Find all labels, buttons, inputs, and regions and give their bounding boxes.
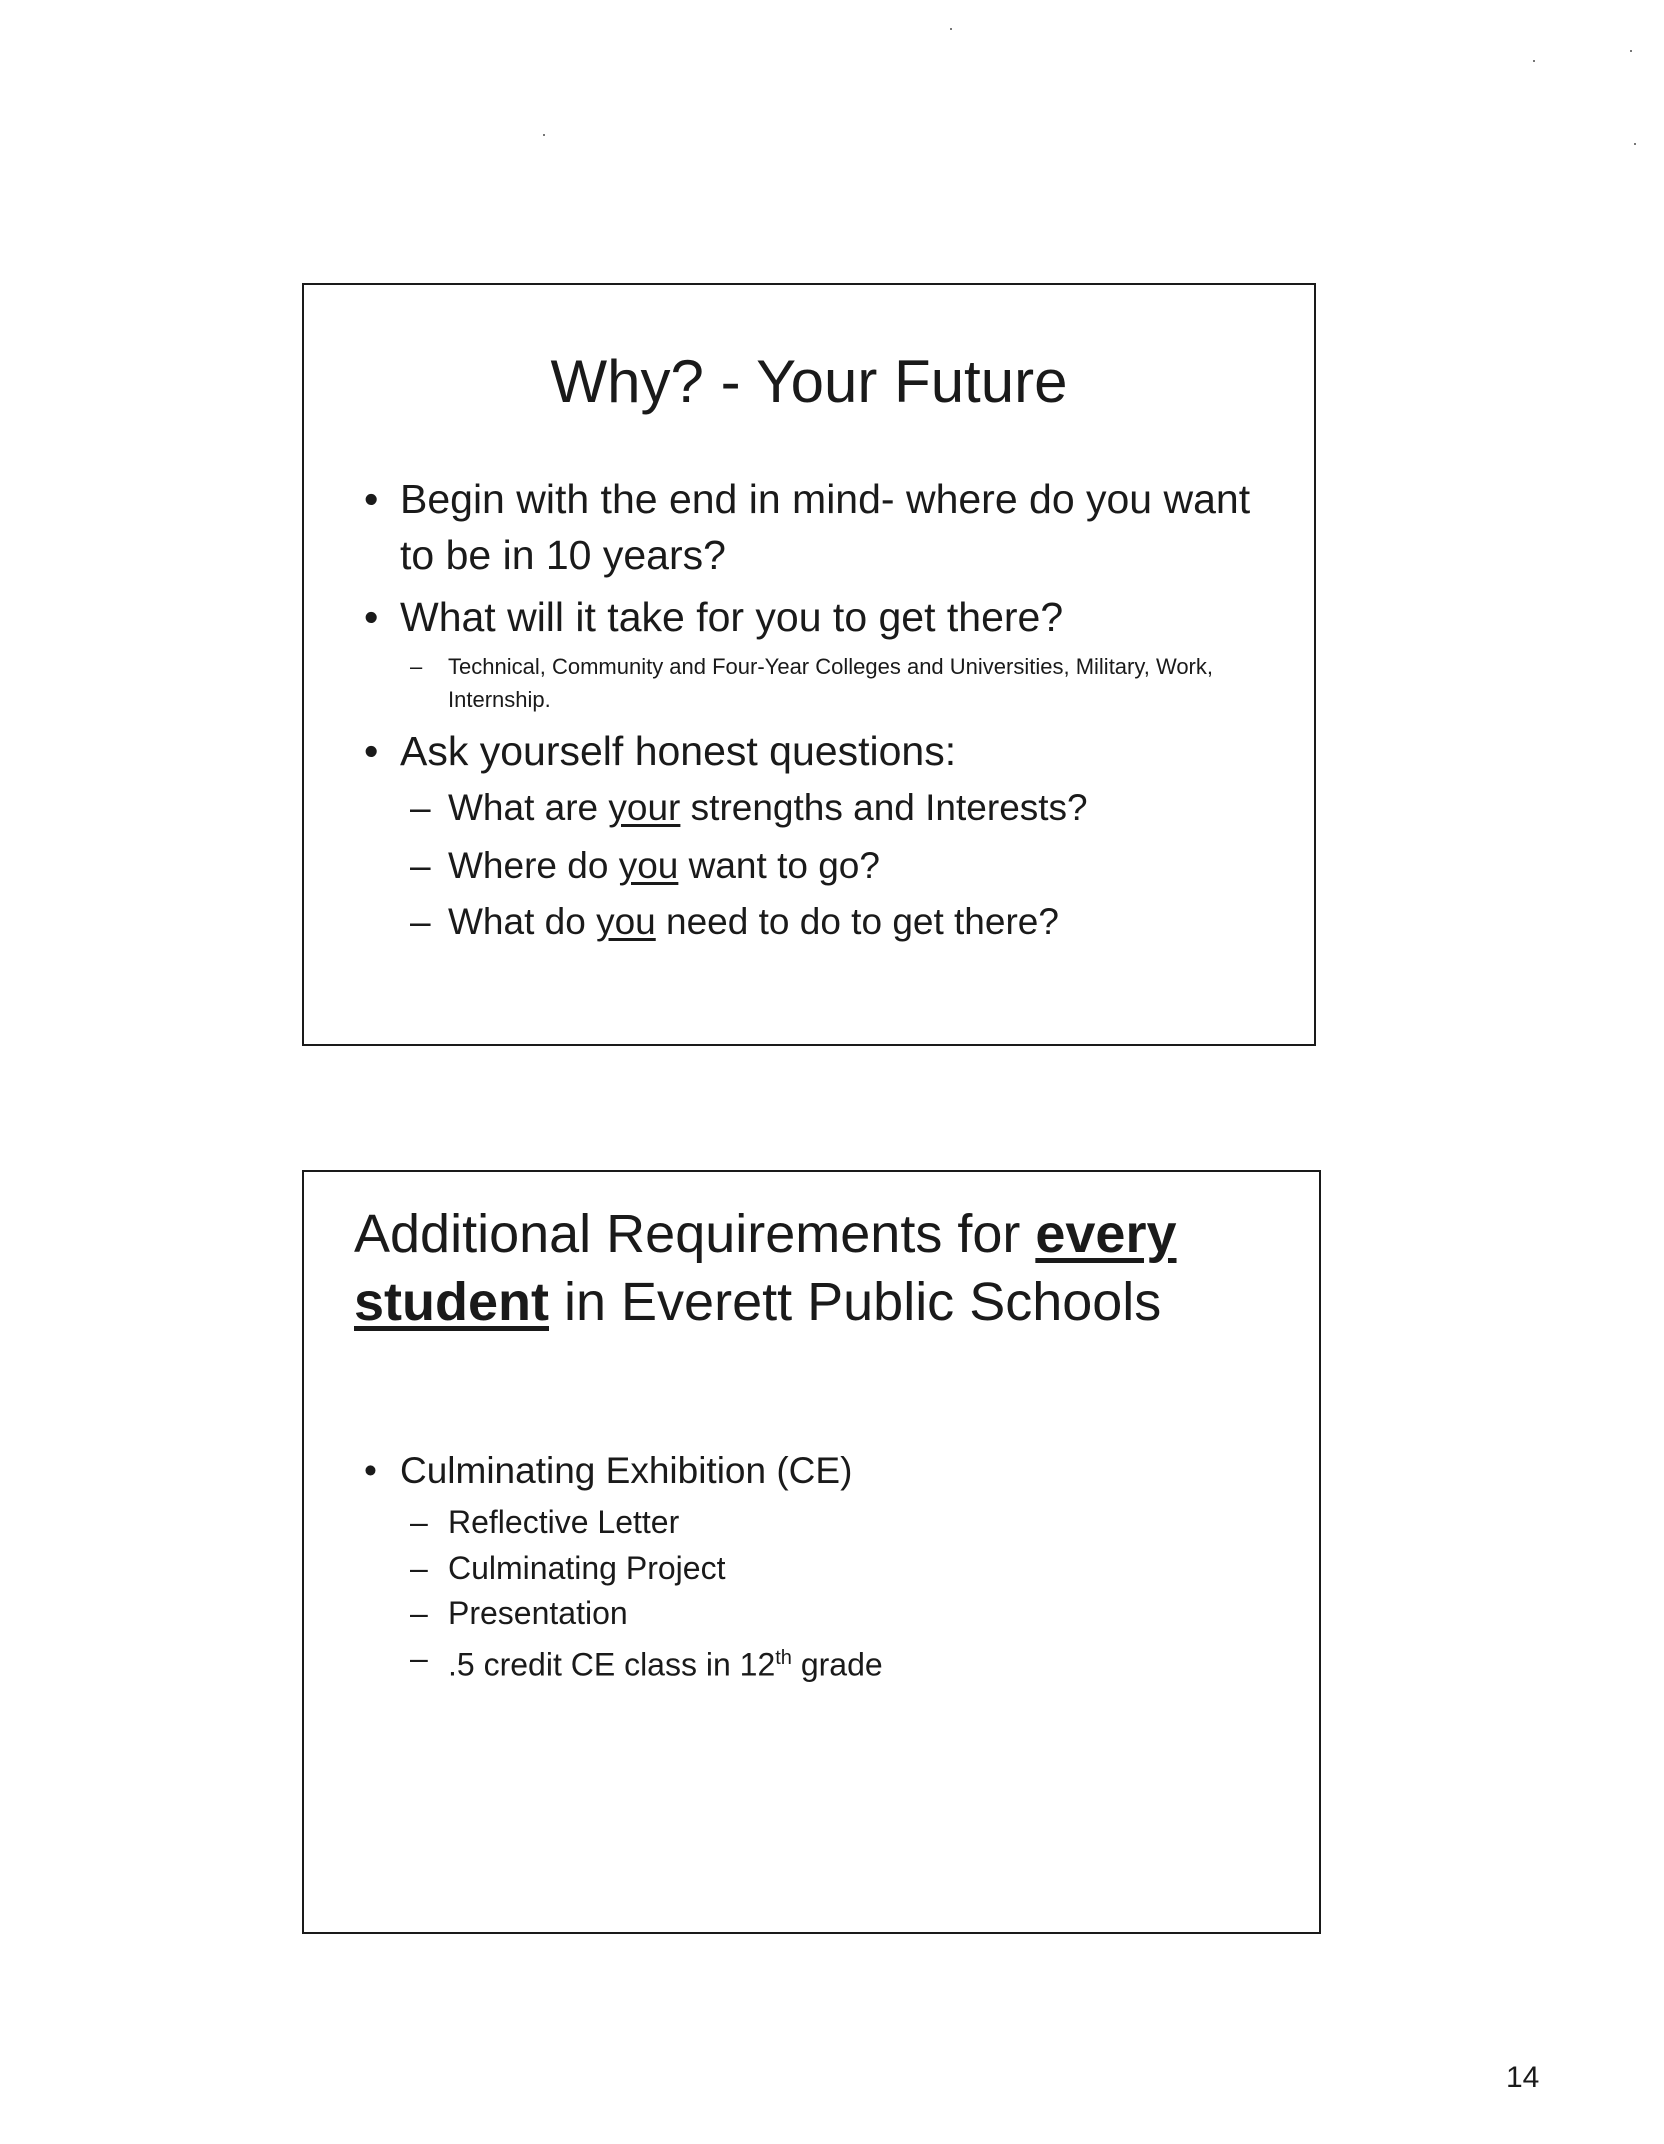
sub-item-text-after: grade: [791, 1646, 883, 1683]
bullet-item: [356, 1446, 1289, 1496]
superscript: th: [775, 1647, 792, 1669]
title-text: in Everett Public Schools: [549, 1272, 1162, 1332]
sub-item: [410, 1500, 1289, 1544]
page-number: 14: [1506, 2061, 1540, 2094]
scan-speck: [543, 134, 545, 136]
dash-icon: –: [410, 787, 431, 828]
question-text-after: strengths and Interests?: [680, 787, 1088, 828]
bullet-text: Begin with the end in mind- where do you want to be in 10 years?: [400, 476, 1251, 578]
bullet-item: [356, 723, 1284, 779]
bullet-text: Culminating Exhibition (CE): [400, 1450, 853, 1491]
slide-title: [354, 1200, 1279, 1336]
title-emphasis-student: student: [354, 1272, 549, 1332]
question-item: [410, 783, 1284, 833]
sub-item-text: .5 credit CE class in 12: [448, 1646, 776, 1683]
bullet-text: What will it take for you to get there?: [400, 594, 1064, 640]
sub-item: [410, 1591, 1289, 1635]
bullet-text: Ask yourself honest questions:: [400, 728, 957, 774]
bullet-icon: •: [364, 728, 379, 774]
sub-item: [410, 1636, 1289, 1687]
dash-icon: –: [410, 654, 423, 679]
dash-icon: –: [410, 845, 431, 886]
dash-icon: –: [410, 1504, 428, 1540]
question-text-after: need to do to get there?: [655, 901, 1059, 942]
bullet-icon: •: [364, 594, 379, 640]
question-emphasis: you: [596, 901, 656, 942]
bullet-item: [356, 589, 1284, 645]
question-emphasis: your: [608, 787, 681, 828]
slide-title: Why? - Your Future: [550, 348, 1068, 415]
question-text-before: What are: [448, 787, 609, 828]
slide-additional-requirements: [302, 1170, 1321, 1934]
sub-item-text: Reflective Letter: [448, 1504, 680, 1540]
title-text: Additional Requirements for: [354, 1204, 1036, 1264]
bullet-icon: •: [364, 476, 379, 522]
sub-item: [410, 1546, 1289, 1590]
question-item: [410, 897, 1284, 947]
question-item: [410, 841, 1284, 891]
bullet-icon: •: [364, 1450, 377, 1491]
dash-icon: –: [410, 901, 431, 942]
scan-speck: [1630, 50, 1632, 52]
scan-speck: [950, 28, 952, 30]
scan-speck: [1533, 60, 1535, 62]
sub-item-text: Presentation: [448, 1595, 628, 1631]
sub-item-text: Technical, Community and Four-Year Colleges and Universities, Military, Work, Internship.: [448, 654, 1213, 712]
question-text-before: Where do: [448, 845, 619, 886]
question-emphasis: you: [618, 845, 679, 886]
sub-item-text: Culminating Project: [448, 1550, 726, 1586]
dash-icon: –: [410, 1595, 428, 1631]
title-emphasis-every: every: [1035, 1204, 1177, 1264]
question-text-after: want to go?: [678, 845, 880, 886]
dash-icon: –: [410, 1550, 428, 1586]
dash-icon: –: [410, 1640, 428, 1676]
scan-speck: [1634, 143, 1636, 145]
bullet-item: [356, 471, 1284, 583]
sub-item-detail: [410, 650, 1234, 716]
slide-why-your-future: [302, 283, 1316, 1046]
question-text-before: What do: [448, 901, 597, 942]
